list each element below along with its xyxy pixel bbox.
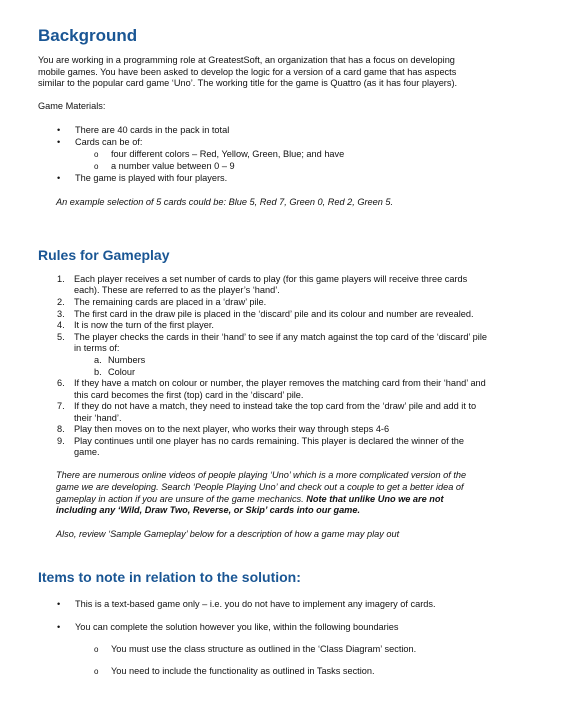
bullet-icon: •: [57, 622, 61, 632]
rule-substep: b. Colour: [94, 366, 136, 377]
circle-bullet-icon: o: [94, 162, 99, 171]
rule-step: 1. Each player receives a set number of cards to play (for this game players will receive three cards: [57, 274, 468, 284]
rules-heading: Rules for Gameplay: [38, 247, 170, 263]
rule-step: 5. The player checks the cards in their ‘hand’ to see if any match against the top card of the ‘discard’ pile: [57, 332, 487, 342]
rule-step: 7. If they do not have a match, they need to instead take the top card from the ‘draw’ pile and add it to: [57, 401, 477, 411]
rule-step: 6. If they have a match on colour or number, the player removes the matching card from their ‘hand’ and: [57, 378, 486, 388]
list-item: • There are 40 cards in the pack in total: [57, 125, 230, 135]
list-item: o You need to include the functionality as outlined in Tasks section.: [94, 666, 375, 676]
note-line-2: game we are developing. Search ‘People Playing Uno’ and check out a couple to get a better idea of: [56, 482, 464, 492]
example-selection-text: An example selection of 5 cards could be: Blue 5, Red 7, Green 0, Red 2, Green 5.: [56, 197, 394, 207]
list-item: o You must use the class structure as outlined in the ‘Class Diagram’ section.: [94, 644, 417, 654]
rule-step-continued: in terms of:: [74, 343, 120, 353]
list-item: o four different colors – Red, Yellow, Green, Blue; and have: [94, 149, 345, 159]
bullet-icon: •: [57, 125, 61, 135]
rule-step-continued: each). These are referred to as the player’s ‘hand’.: [74, 285, 280, 295]
list-item: • Cards can be of:: [57, 137, 143, 147]
sample-gameplay-note: Also, review ‘Sample Gameplay’ below for a description of how a game may play out: [56, 529, 400, 539]
rule-substep: a. Numbers: [94, 355, 146, 365]
rule-step: 8. Play then moves on to the next player, who works their way through steps 4-6: [57, 424, 390, 434]
rule-step-continued: this card becomes the first (top) card in the ‘discard’ pile.: [74, 389, 304, 400]
note-line-1: There are numerous online videos of people playing ‘Uno’ which is a more complicated version of the: [56, 470, 467, 480]
circle-bullet-icon: o: [94, 150, 99, 159]
note-line-4: including any ‘Wild, Draw Two, Reverse, or Skip’ cards into our game.: [56, 505, 361, 515]
circle-bullet-icon: o: [94, 645, 99, 654]
circle-bullet-icon: o: [94, 667, 99, 676]
bullet-icon: •: [57, 599, 61, 609]
game-materials-label: Game Materials:: [38, 101, 106, 111]
bullet-icon: •: [57, 137, 61, 147]
bullet-icon: •: [57, 173, 61, 183]
rule-step: 3. The first card in the draw pile is placed in the ‘discard’ pile and its colour and number are revealed.: [57, 308, 474, 319]
list-item: • This is a text-based game only – i.e. you do not have to implement any imagery of cards.: [57, 599, 436, 609]
background-heading: Background: [38, 26, 138, 45]
intro-line-1: You are working in a programming role at GreatestSoft, an organization that has a focus on developing: [38, 55, 455, 65]
list-item: • You can complete the solution however you like, within the following boundaries: [57, 622, 399, 632]
rule-step: 4. It is now the turn of the first player.: [57, 320, 214, 330]
rule-step-continued: their ‘hand’.: [74, 412, 122, 423]
rule-step: 9. Play continues until one player has no cards remaining. This player is declared the winner of the: [57, 435, 465, 446]
intro-line-2: mobile games. You have been asked to develop the logic for a version of a card game that has aspects: [38, 66, 457, 77]
items-heading: Items to note in relation to the solution:: [38, 569, 301, 585]
intro-line-3: similar to the popular card game ‘Uno’. The working title for the game is Quattro (as it has four players).: [38, 78, 458, 88]
list-item: o a number value between 0 – 9: [94, 161, 235, 171]
note-line-3: gameplay in action if you are unsure of the game mechanics. Note that unlike Uno we are not: [56, 493, 444, 504]
list-item: • The game is played with four players.: [57, 173, 228, 183]
rule-step: 2. The remaining cards are placed in a ‘draw’ pile.: [57, 297, 267, 307]
rule-step-continued: game.: [74, 447, 100, 457]
